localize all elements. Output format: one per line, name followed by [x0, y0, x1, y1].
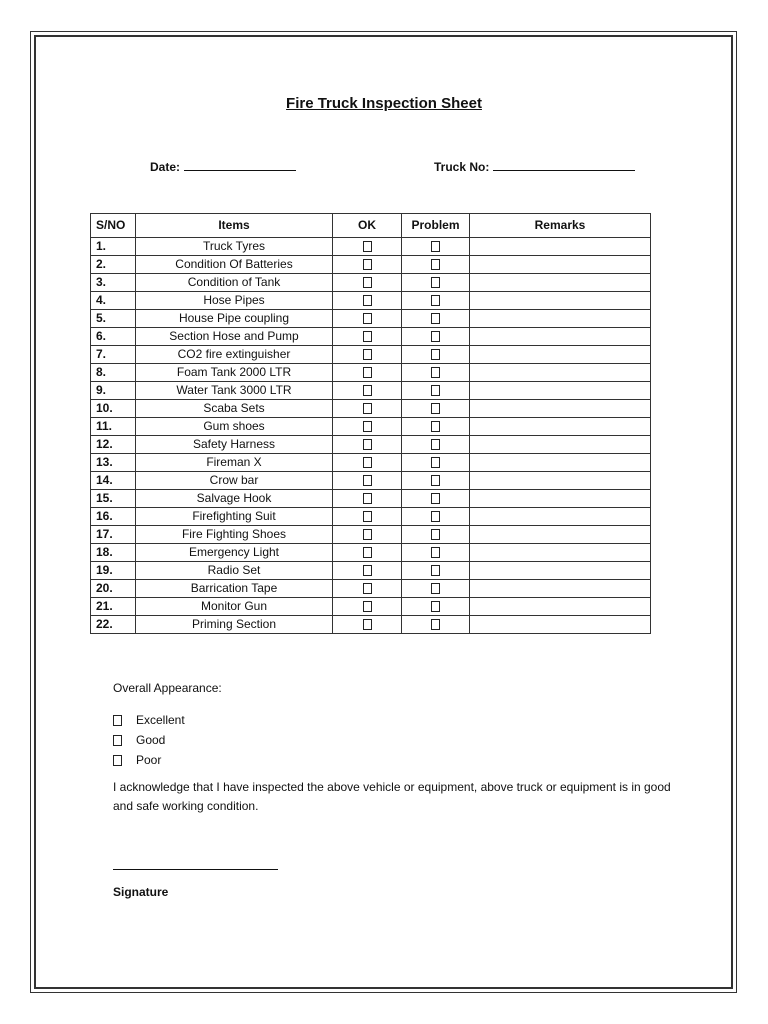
row-item: Radio Set: [136, 562, 333, 580]
row-sno: 9.: [91, 382, 136, 400]
row-item: Hose Pipes: [136, 292, 333, 310]
row-sno: 1.: [91, 238, 136, 256]
ok-cell: [333, 616, 402, 634]
truck-no-field: [434, 158, 635, 174]
option-poor[interactable]: [113, 750, 185, 770]
row-sno: 19.: [91, 562, 136, 580]
row-item: Safety Harness: [136, 436, 333, 454]
problem-checkbox[interactable]: [431, 619, 440, 630]
ok-checkbox[interactable]: [363, 565, 372, 576]
ok-cell: [333, 598, 402, 616]
remarks-cell[interactable]: [470, 454, 651, 472]
remarks-cell[interactable]: [470, 292, 651, 310]
ok-checkbox[interactable]: [363, 277, 372, 288]
row-item: Condition of Tank: [136, 274, 333, 292]
header-remarks: Remarks: [470, 214, 651, 238]
row-sno: 11.: [91, 418, 136, 436]
ok-cell: [333, 364, 402, 382]
remarks-cell[interactable]: [470, 562, 651, 580]
problem-checkbox[interactable]: [431, 367, 440, 378]
signature-label: Signature: [113, 885, 169, 899]
inspection-table: [90, 213, 651, 634]
row-item: Gum shoes: [136, 418, 333, 436]
remarks-cell[interactable]: [470, 364, 651, 382]
ok-checkbox[interactable]: [363, 439, 372, 450]
ok-checkbox[interactable]: [363, 601, 372, 612]
ok-checkbox[interactable]: [363, 295, 372, 306]
overall-appearance-options: [113, 710, 185, 770]
problem-cell: [402, 364, 470, 382]
ok-checkbox[interactable]: [363, 493, 372, 504]
row-item: Firefighting Suit: [136, 508, 333, 526]
table-row: [91, 472, 651, 490]
problem-cell: [402, 616, 470, 634]
ok-cell: [333, 508, 402, 526]
header-problem: Problem: [402, 214, 470, 238]
row-item: Salvage Hook: [136, 490, 333, 508]
remarks-cell[interactable]: [470, 238, 651, 256]
date-blank[interactable]: [184, 158, 296, 171]
ok-checkbox[interactable]: [363, 313, 372, 324]
checkbox-poor[interactable]: [113, 755, 122, 766]
remarks-cell[interactable]: [470, 436, 651, 454]
problem-checkbox[interactable]: [431, 331, 440, 342]
ok-cell: [333, 472, 402, 490]
ok-checkbox[interactable]: [363, 529, 372, 540]
row-item: Monitor Gun: [136, 598, 333, 616]
ok-checkbox[interactable]: [363, 367, 372, 378]
table-row: [91, 238, 651, 256]
row-item: Fire Fighting Shoes: [136, 526, 333, 544]
row-sno: 10.: [91, 400, 136, 418]
row-sno: 16.: [91, 508, 136, 526]
table-row: [91, 274, 651, 292]
ok-cell: [333, 400, 402, 418]
remarks-cell[interactable]: [470, 508, 651, 526]
ok-cell: [333, 580, 402, 598]
option-label: Good: [136, 733, 166, 747]
problem-checkbox[interactable]: [431, 547, 440, 558]
row-sno: 22.: [91, 616, 136, 634]
problem-checkbox[interactable]: [431, 259, 440, 270]
checkbox-good[interactable]: [113, 735, 122, 746]
acknowledgement-text: I acknowledge that I have inspected the above vehicle or equipment, above truck or equipment is in good and safe working condition.: [113, 780, 671, 813]
problem-checkbox[interactable]: [431, 241, 440, 252]
ok-checkbox[interactable]: [363, 349, 372, 360]
problem-cell: [402, 328, 470, 346]
remarks-cell[interactable]: [470, 346, 651, 364]
option-label: Excellent: [136, 713, 185, 727]
table-row: [91, 256, 651, 274]
header-sno: S/NO: [91, 214, 136, 238]
remarks-cell[interactable]: [470, 616, 651, 634]
remarks-cell[interactable]: [470, 328, 651, 346]
date-label: Date:: [150, 160, 181, 174]
table-row: [91, 508, 651, 526]
row-item: Truck Tyres: [136, 238, 333, 256]
ok-checkbox[interactable]: [363, 385, 372, 396]
row-sno: 21.: [91, 598, 136, 616]
ok-cell: [333, 454, 402, 472]
problem-checkbox[interactable]: [431, 403, 440, 414]
row-sno: 20.: [91, 580, 136, 598]
option-label: Poor: [136, 753, 162, 767]
row-sno: 18.: [91, 544, 136, 562]
remarks-cell[interactable]: [470, 580, 651, 598]
ok-checkbox[interactable]: [363, 403, 372, 414]
ok-checkbox[interactable]: [363, 457, 372, 468]
table-row: [91, 544, 651, 562]
row-sno: 12.: [91, 436, 136, 454]
table-row: [91, 598, 651, 616]
ok-cell: [333, 310, 402, 328]
problem-cell: [402, 256, 470, 274]
remarks-cell[interactable]: [470, 598, 651, 616]
option-excellent[interactable]: [113, 710, 185, 730]
row-item: Crow bar: [136, 472, 333, 490]
row-item: Barrication Tape: [136, 580, 333, 598]
remarks-cell[interactable]: [470, 256, 651, 274]
ok-cell: [333, 436, 402, 454]
ok-cell: [333, 418, 402, 436]
table-row: [91, 346, 651, 364]
problem-cell: [402, 418, 470, 436]
row-sno: 14.: [91, 472, 136, 490]
problem-cell: [402, 292, 470, 310]
table-row: [91, 490, 651, 508]
table-row: [91, 310, 651, 328]
remarks-cell[interactable]: [470, 472, 651, 490]
checkbox-excellent[interactable]: [113, 715, 122, 726]
ok-checkbox[interactable]: [363, 475, 372, 486]
problem-checkbox[interactable]: [431, 529, 440, 540]
problem-cell: [402, 598, 470, 616]
ok-cell: [333, 382, 402, 400]
table-row: [91, 382, 651, 400]
problem-cell: [402, 400, 470, 418]
row-sno: 7.: [91, 346, 136, 364]
row-sno: 4.: [91, 292, 136, 310]
table-row: [91, 418, 651, 436]
table-row: [91, 526, 651, 544]
row-sno: 6.: [91, 328, 136, 346]
ok-cell: [333, 526, 402, 544]
ok-checkbox[interactable]: [363, 331, 372, 342]
problem-cell: [402, 436, 470, 454]
table-row: [91, 454, 651, 472]
remarks-cell[interactable]: [470, 274, 651, 292]
ok-cell: [333, 562, 402, 580]
row-sno: 17.: [91, 526, 136, 544]
overall-appearance-label: Overall Appearance:: [113, 681, 222, 695]
date-field: [150, 158, 296, 174]
row-sno: 13.: [91, 454, 136, 472]
table-row: [91, 328, 651, 346]
remarks-cell[interactable]: [470, 382, 651, 400]
row-item: Condition Of Batteries: [136, 256, 333, 274]
table-row: [91, 616, 651, 634]
row-item: Section Hose and Pump: [136, 328, 333, 346]
problem-checkbox[interactable]: [431, 601, 440, 612]
table-row: [91, 364, 651, 382]
row-item: Foam Tank 2000 LTR: [136, 364, 333, 382]
table-row: [91, 400, 651, 418]
problem-checkbox[interactable]: [431, 421, 440, 432]
remarks-cell[interactable]: [470, 310, 651, 328]
row-item: House Pipe coupling: [136, 310, 333, 328]
problem-cell: [402, 472, 470, 490]
table-row: [91, 436, 651, 454]
problem-checkbox[interactable]: [431, 277, 440, 288]
header-ok: OK: [333, 214, 402, 238]
signature-line[interactable]: [113, 869, 278, 870]
ok-checkbox[interactable]: [363, 511, 372, 522]
document-title: Fire Truck Inspection Sheet: [286, 95, 482, 112]
problem-cell: [402, 274, 470, 292]
truck-no-blank[interactable]: [493, 158, 635, 171]
problem-checkbox[interactable]: [431, 439, 440, 450]
problem-cell: [402, 490, 470, 508]
problem-checkbox[interactable]: [431, 583, 440, 594]
problem-cell: [402, 238, 470, 256]
problem-cell: [402, 382, 470, 400]
problem-checkbox[interactable]: [431, 475, 440, 486]
ok-cell: [333, 292, 402, 310]
ok-cell: [333, 328, 402, 346]
problem-cell: [402, 346, 470, 364]
row-item: CO2 fire extinguisher: [136, 346, 333, 364]
ok-cell: [333, 346, 402, 364]
problem-cell: [402, 310, 470, 328]
problem-cell: [402, 454, 470, 472]
problem-checkbox[interactable]: [431, 511, 440, 522]
row-item: Emergency Light: [136, 544, 333, 562]
ok-checkbox[interactable]: [363, 259, 372, 270]
table-header-row: [91, 214, 651, 238]
problem-checkbox[interactable]: [431, 349, 440, 360]
ok-cell: [333, 256, 402, 274]
truck-no-label: Truck No:: [434, 160, 490, 174]
ok-checkbox[interactable]: [363, 547, 372, 558]
ok-cell: [333, 544, 402, 562]
ok-checkbox[interactable]: [363, 241, 372, 252]
table-row: [91, 292, 651, 310]
ok-checkbox[interactable]: [363, 583, 372, 594]
option-good[interactable]: [113, 730, 185, 750]
remarks-cell[interactable]: [470, 418, 651, 436]
ok-checkbox[interactable]: [363, 421, 372, 432]
problem-checkbox[interactable]: [431, 493, 440, 504]
problem-checkbox[interactable]: [431, 385, 440, 396]
row-item: Fireman X: [136, 454, 333, 472]
table-row: [91, 580, 651, 598]
row-item: Water Tank 3000 LTR: [136, 382, 333, 400]
table-row: [91, 562, 651, 580]
problem-cell: [402, 508, 470, 526]
problem-checkbox[interactable]: [431, 313, 440, 324]
problem-checkbox[interactable]: [431, 295, 440, 306]
problem-checkbox[interactable]: [431, 565, 440, 576]
problem-cell: [402, 544, 470, 562]
row-sno: 8.: [91, 364, 136, 382]
row-item: Priming Section: [136, 616, 333, 634]
ok-cell: [333, 274, 402, 292]
row-item: Scaba Sets: [136, 400, 333, 418]
problem-cell: [402, 526, 470, 544]
problem-checkbox[interactable]: [431, 457, 440, 468]
remarks-cell[interactable]: [470, 526, 651, 544]
ok-cell: [333, 490, 402, 508]
ok-cell: [333, 238, 402, 256]
remarks-cell[interactable]: [470, 544, 651, 562]
problem-cell: [402, 580, 470, 598]
remarks-cell[interactable]: [470, 490, 651, 508]
header-items: Items: [136, 214, 333, 238]
remarks-cell[interactable]: [470, 400, 651, 418]
row-sno: 5.: [91, 310, 136, 328]
row-sno: 3.: [91, 274, 136, 292]
ok-checkbox[interactable]: [363, 619, 372, 630]
problem-cell: [402, 562, 470, 580]
row-sno: 2.: [91, 256, 136, 274]
row-sno: 15.: [91, 490, 136, 508]
